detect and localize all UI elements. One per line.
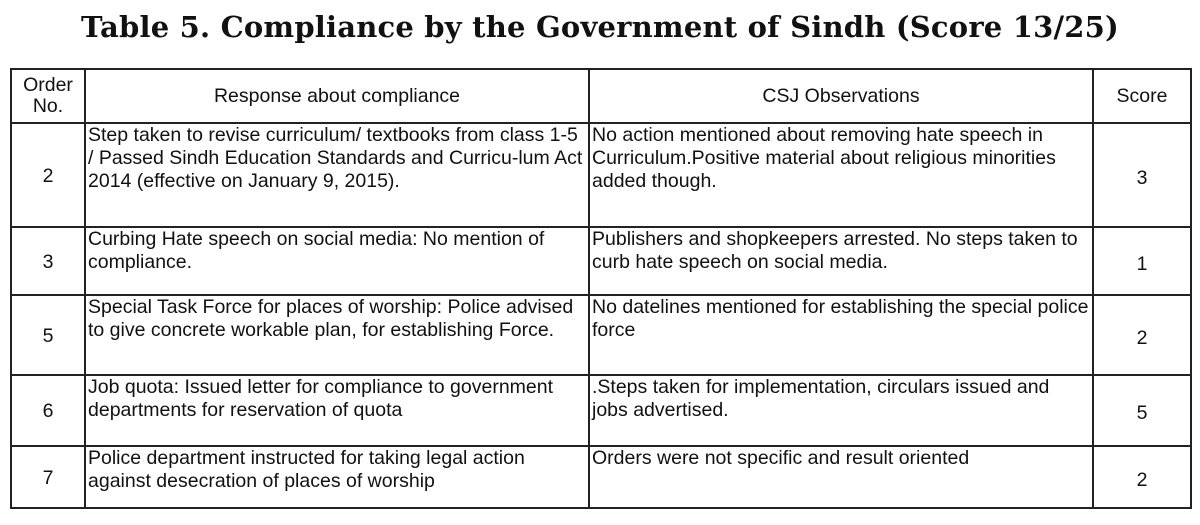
score-value: 1	[1136, 252, 1148, 275]
response-cell: Curbing Hate speech on social media: No mention of compliance.	[85, 227, 589, 295]
score-value: 2	[1136, 468, 1148, 491]
score-cell	[1093, 446, 1191, 508]
header-observations: CSJ Observations	[589, 69, 1093, 123]
score-cell	[1093, 295, 1191, 375]
table-row	[11, 123, 1191, 227]
order-value: 6	[42, 400, 54, 422]
order-value: 2	[42, 164, 54, 187]
order-cell	[11, 227, 85, 295]
page-title: Table 5. Compliance by the Government of Sindh (Score 13/25)	[81, 10, 1119, 44]
order-cell	[11, 446, 85, 508]
header-score: Score	[1093, 69, 1191, 123]
order-cell	[11, 123, 85, 227]
score-cell	[1093, 123, 1191, 227]
response-cell: Special Task Force for places of worship: Police advised to give concrete workable plan, for establishing Force.	[85, 295, 589, 375]
order-cell	[11, 295, 85, 375]
order-value: 5	[42, 324, 54, 347]
table-row	[11, 375, 1191, 446]
observation-cell: No action mentioned about removing hate speech in Curriculum.Positive material about religious minorities added though.	[589, 123, 1093, 227]
score-cell	[1093, 375, 1191, 446]
response-cell: Step taken to revise curriculum/ textbooks from class 1-5 / Passed Sindh Education Standards and Curricu-lum Act 2014 (effective on January 9, 2015).	[85, 123, 589, 227]
table-row	[11, 295, 1191, 375]
order-value: 3	[42, 250, 54, 273]
table-row	[11, 446, 1191, 508]
observation-cell: No datelines mentioned for establishing the special police force	[589, 295, 1093, 375]
score-value: 3	[1136, 166, 1148, 189]
observation-cell: .Steps taken for implementation, circulars issued and jobs advertised.	[589, 375, 1093, 446]
score-value: 2	[1136, 326, 1148, 349]
score-cell	[1093, 227, 1191, 295]
compliance-table	[10, 68, 1192, 509]
header-response: Response about compliance	[85, 69, 589, 123]
header-order-no: Order No.	[11, 69, 85, 123]
score-value: 5	[1136, 402, 1148, 424]
order-cell	[11, 375, 85, 446]
table-header-row	[11, 69, 1191, 123]
response-cell: Job quota: Issued letter for compliance to government departments for reservation of quota	[85, 375, 589, 446]
observation-cell: Publishers and shopkeepers arrested. No steps taken to curb hate speech on social media.	[589, 227, 1093, 295]
table-row	[11, 227, 1191, 295]
response-cell: Police department instructed for taking legal action against desecration of places of worship	[85, 446, 589, 508]
observation-cell: Orders were not specific and result oriented	[589, 446, 1093, 508]
order-value: 7	[42, 466, 54, 489]
